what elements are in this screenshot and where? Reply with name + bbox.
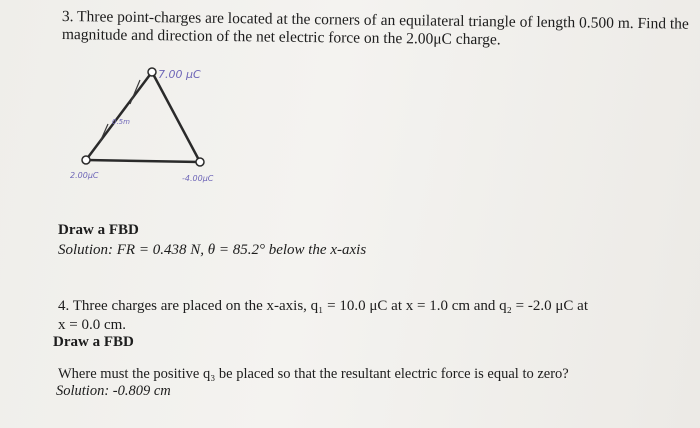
- left-charge-dot: [82, 156, 90, 164]
- problem-3-solution: Solution: FR = 0.438 N, θ = 85.2° below the x-axis: [58, 242, 367, 258]
- problem-4-statement-line-2: x = 0.0 cm.: [58, 317, 127, 333]
- triangle-diagram: [70, 60, 260, 190]
- problem-3-statement-line-2: magnitude and direction of the net electric force on the 2.00μC charge.: [61, 26, 501, 49]
- problem-4-statement-line-1: 4. Three charges are placed on the x-axis, q₁ = 10.0 μC at x = 1.0 cm and q₂ = -2.0 μC at: [58, 298, 588, 314]
- top-charge-label: 7.00 μC: [158, 68, 201, 81]
- top-charge-dot: [148, 68, 156, 76]
- left-charge-label: 2.00μC: [70, 171, 99, 180]
- side-length-label: 0.5m: [112, 118, 130, 126]
- right-charge-dot: [196, 158, 204, 166]
- problem-4-solution: Solution: -0.809 cm: [56, 383, 171, 399]
- problem-3-fbd-heading: Draw a FBD: [58, 222, 139, 238]
- problem-4-question: Where must the positive q₃ be placed so that the resultant electric force is equal to zero?: [58, 366, 569, 382]
- triangle-right-edge: [152, 72, 200, 162]
- problem-4-fbd-heading: Draw a FBD: [53, 334, 134, 350]
- right-charge-label: -4.00μC: [182, 174, 214, 183]
- triangle-base-edge: [86, 160, 200, 162]
- problem-3-statement-line-1: 3. Three point-charges are located at the corners of an equilateral triangle of length 0.500 m. Find the: [61, 8, 689, 33]
- triangle-left-edge: [86, 72, 152, 160]
